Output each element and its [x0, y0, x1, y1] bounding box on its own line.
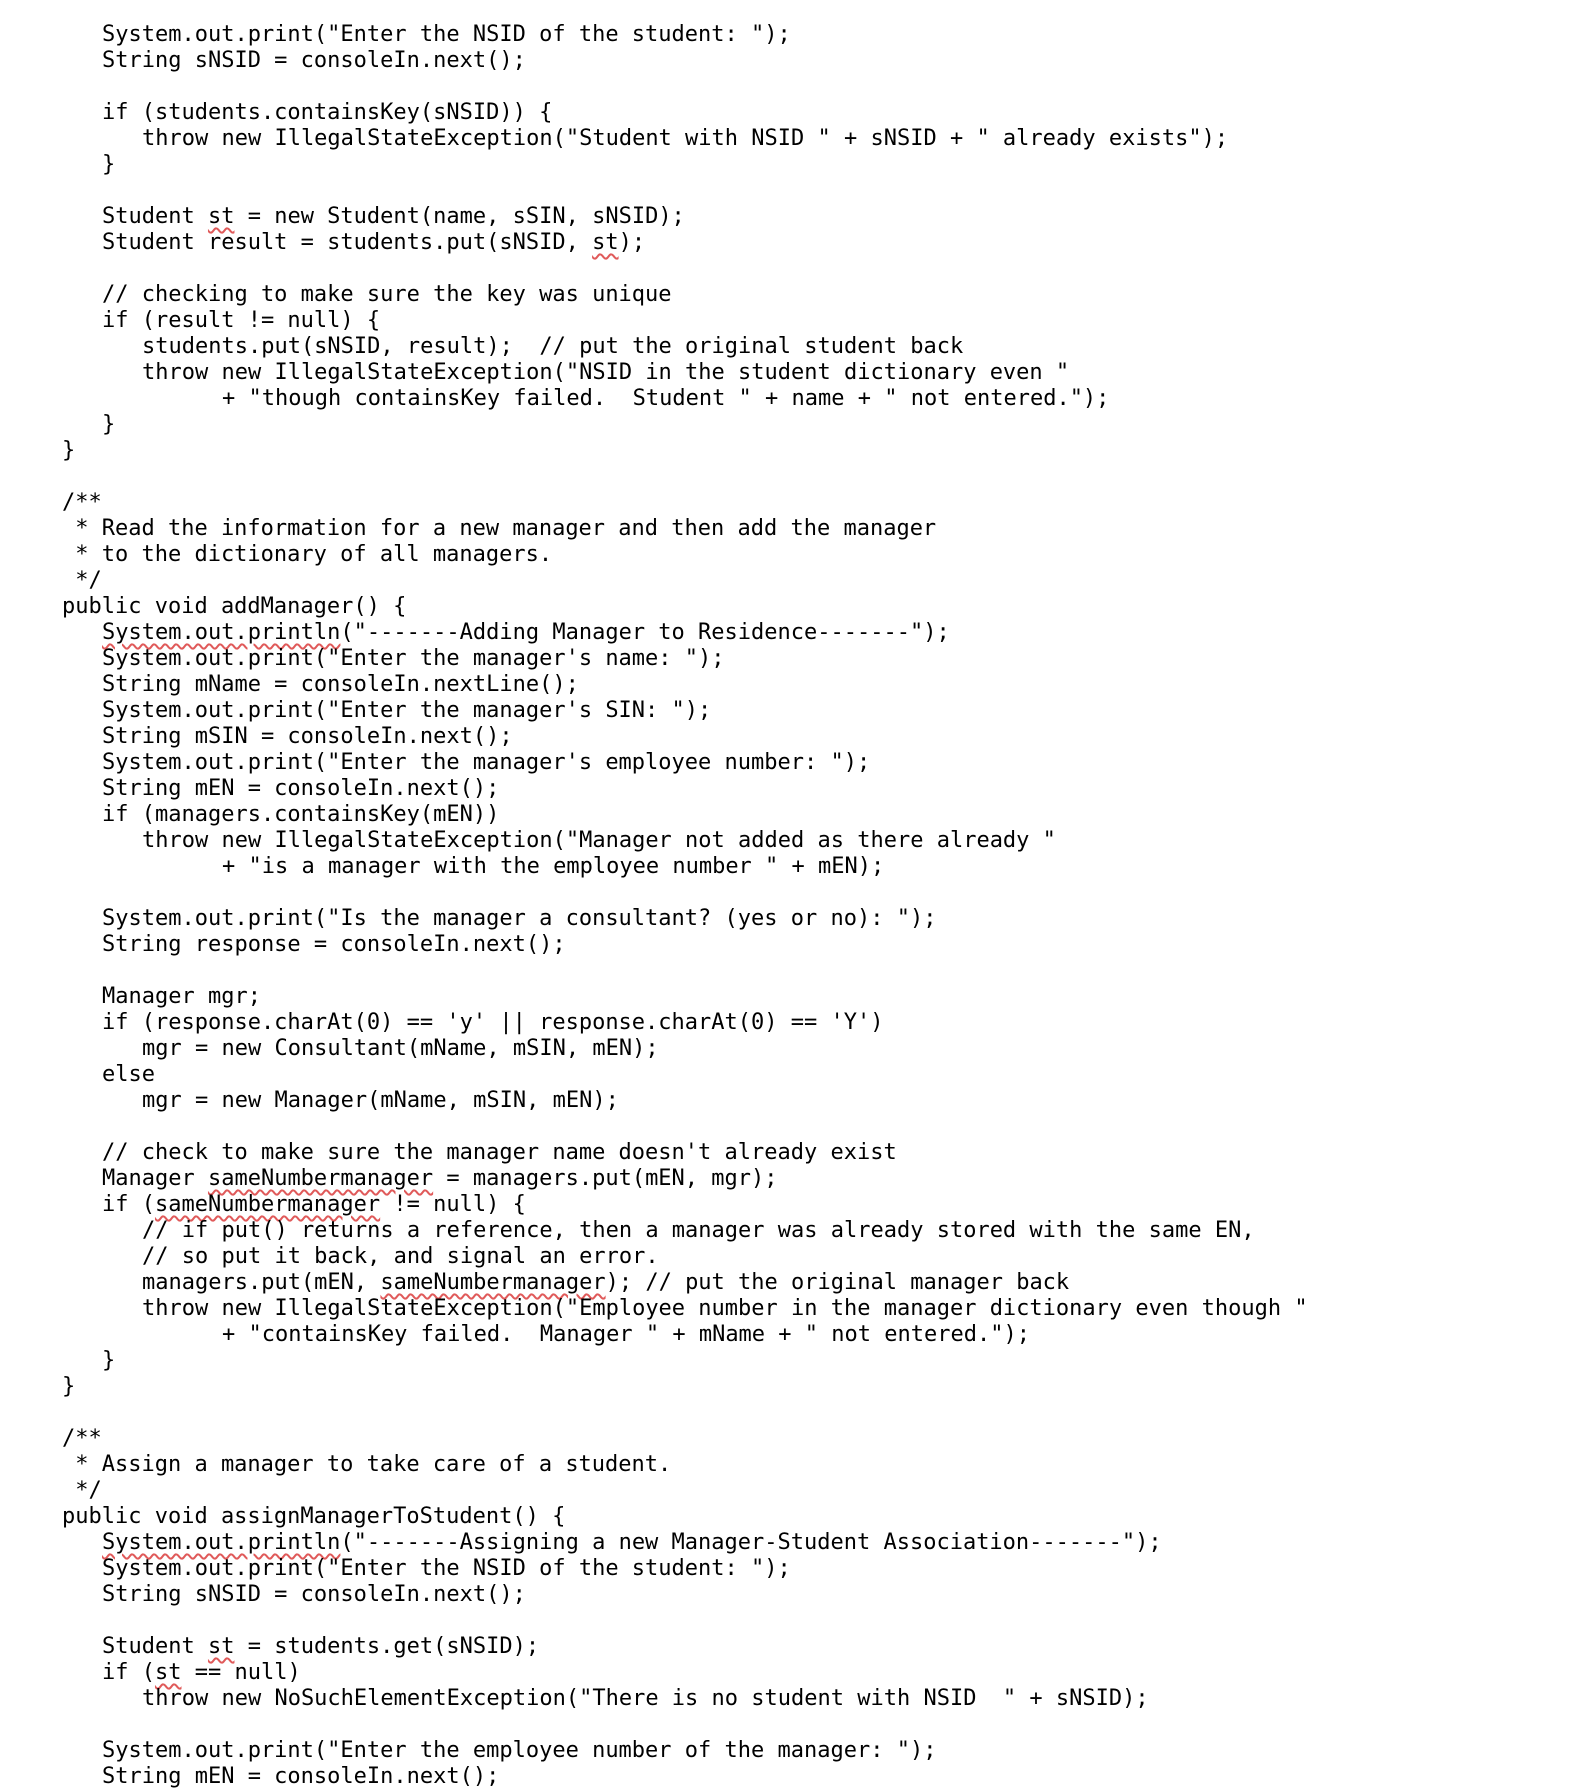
- code-line: [0, 1296, 1308, 1322]
- spelling-warning: st: [207, 204, 235, 229]
- code-line: [0, 1244, 1308, 1270]
- spelling-warning: sameNumbermanager: [380, 1270, 606, 1295]
- code-token: String sNSID = consoleIn.next();: [102, 48, 526, 73]
- spelling-warning: System.out.println: [102, 1530, 341, 1555]
- code-line: [0, 126, 1308, 152]
- spelling-warning: st: [154, 1660, 182, 1685]
- code-line: [0, 1062, 1308, 1088]
- code-line: [0, 620, 1308, 646]
- code-line: [0, 698, 1308, 724]
- code-token: }: [102, 1348, 116, 1373]
- code-line: [0, 1192, 1308, 1218]
- code-line: [0, 1634, 1308, 1660]
- code-token: + "is a manager with the employee number " + mEN);: [222, 854, 885, 879]
- code-line: [0, 1738, 1308, 1764]
- code-line: [0, 958, 1308, 984]
- code-line: [0, 1660, 1308, 1686]
- code-token: ("-------Assigning a new Manager-Student Association-------");: [340, 1530, 1162, 1555]
- code-line: [0, 880, 1308, 906]
- code-line: [0, 1712, 1308, 1738]
- code-line: [0, 1530, 1308, 1556]
- code-line: [0, 646, 1308, 672]
- code-line: [0, 412, 1308, 438]
- code-line: [0, 828, 1308, 854]
- code-line: [0, 334, 1308, 360]
- code-line: [0, 1218, 1308, 1244]
- code-line: [0, 152, 1308, 178]
- code-token: */: [62, 1478, 102, 1503]
- code-token: else: [102, 1062, 155, 1087]
- code-line: [0, 932, 1308, 958]
- code-line: [0, 1478, 1308, 1504]
- code-line: [0, 568, 1308, 594]
- code-token: public void assignManagerToStudent() {: [62, 1504, 566, 1529]
- spelling-warning: sameNumbermanager: [154, 1192, 381, 1217]
- code-token: System.out.print("Enter the employee number of the manager: ");: [102, 1738, 937, 1763]
- code-token: if (result != null) {: [102, 308, 381, 333]
- code-line: [0, 230, 1308, 256]
- code-token: }: [102, 412, 116, 437]
- code-line: [0, 854, 1308, 880]
- code-line: [0, 1582, 1308, 1608]
- code-token: ); // put the original manager back: [605, 1270, 1070, 1295]
- code-line: [0, 1686, 1308, 1712]
- spelling-warning: st: [207, 1634, 235, 1659]
- code-line: [0, 1010, 1308, 1036]
- spelling-warning: sameNumbermanager: [207, 1166, 434, 1191]
- code-line: [0, 724, 1308, 750]
- code-token: mgr = new Manager(mName, mSIN, mEN);: [142, 1088, 619, 1113]
- code-token: */: [62, 568, 102, 593]
- code-line: [0, 1088, 1308, 1114]
- code-token: * to the dictionary of all managers.: [62, 542, 553, 567]
- spelling-warning: st: [592, 230, 619, 255]
- code-token: throw new NoSuchElementException("There is no student with NSID " + sNSID);: [142, 1686, 1149, 1711]
- code-token: Student: [102, 1634, 208, 1659]
- code-line: [0, 1270, 1308, 1296]
- code-token: managers.put(mEN,: [142, 1270, 381, 1295]
- code-line: [0, 1348, 1308, 1374]
- code-line: [0, 48, 1308, 74]
- code-token: Manager mgr;: [102, 984, 261, 1009]
- code-line: [0, 204, 1308, 230]
- code-token: String mName = consoleIn.nextLine();: [102, 672, 579, 697]
- code-token: System.out.print("Is the manager a consultant? (yes or no): ");: [102, 906, 937, 931]
- code-token: if (students.containsKey(sNSID)) {: [102, 100, 553, 125]
- code-token: String mEN = consoleIn.next();: [102, 776, 500, 801]
- code-line: [0, 1764, 1308, 1790]
- code-token: Student: [102, 204, 208, 229]
- code-line: [0, 776, 1308, 802]
- code-token: students.put(sNSID, result); // put the original student back: [142, 334, 964, 359]
- code-token: if (: [102, 1660, 155, 1685]
- code-line: [0, 464, 1308, 490]
- code-token: }: [62, 438, 76, 463]
- code-line: [0, 100, 1308, 126]
- code-token: System.out.print("Enter the NSID of the student: ");: [102, 22, 791, 47]
- code-token: Student result = students.put(sNSID,: [102, 230, 593, 255]
- code-token: = managers.put(mEN, mgr);: [433, 1166, 778, 1191]
- code-line: [0, 1400, 1308, 1426]
- code-token: if (: [102, 1192, 155, 1217]
- code-line: [0, 542, 1308, 568]
- code-line: [0, 1556, 1308, 1582]
- code-line: [0, 360, 1308, 386]
- code-token: }: [62, 1374, 76, 1399]
- code-token: = students.get(sNSID);: [234, 1634, 540, 1659]
- code-token: != null) {: [380, 1192, 526, 1217]
- code-editor[interactable]: [0, 22, 1308, 1790]
- code-line: [0, 282, 1308, 308]
- code-token: throw new IllegalStateException("Manager not added as there already ": [142, 828, 1056, 853]
- code-line: [0, 1166, 1308, 1192]
- code-line: [0, 490, 1308, 516]
- code-token: );: [618, 230, 646, 255]
- code-token: // so put it back, and signal an error.: [142, 1244, 659, 1269]
- code-line: [0, 22, 1308, 48]
- code-token: + "containsKey failed. Manager " + mName + " not entered.");: [222, 1322, 1030, 1347]
- code-token: throw new IllegalStateException("NSID in the student dictionary even ": [142, 360, 1070, 385]
- code-line: [0, 672, 1308, 698]
- code-line: [0, 308, 1308, 334]
- code-line: [0, 984, 1308, 1010]
- code-token: System.out.print("Enter the manager's name: ");: [102, 646, 725, 671]
- code-token: = new Student(name, sSIN, sNSID);: [234, 204, 685, 229]
- code-token: if (managers.containsKey(mEN)): [102, 802, 500, 827]
- code-token: System.out.print("Enter the manager's SIN: ");: [102, 698, 712, 723]
- code-line: [0, 1504, 1308, 1530]
- code-token: * Assign a manager to take care of a student.: [62, 1452, 672, 1477]
- code-token: System.out.print("Enter the NSID of the student: ");: [102, 1556, 791, 1581]
- code-token: mgr = new Consultant(mName, mSIN, mEN);: [142, 1036, 659, 1061]
- code-line: [0, 1374, 1308, 1400]
- code-line: [0, 1322, 1308, 1348]
- code-token: // check to make sure the manager name doesn't already exist: [102, 1140, 897, 1165]
- code-line: [0, 802, 1308, 828]
- code-token: if (response.charAt(0) == 'y' || response.charAt(0) == 'Y'): [102, 1010, 884, 1035]
- code-line: [0, 1608, 1308, 1634]
- code-token: public void addManager() {: [62, 594, 407, 619]
- code-line: [0, 1036, 1308, 1062]
- code-token: /**: [62, 1426, 102, 1451]
- code-line: [0, 178, 1308, 204]
- spelling-warning: System.out.println: [102, 620, 341, 645]
- code-line: [0, 386, 1308, 412]
- code-token: ("-------Adding Manager to Residence-------");: [340, 620, 950, 645]
- code-line: [0, 1452, 1308, 1478]
- code-token: throw new IllegalStateException("Student with NSID " + sNSID + " already exists");: [142, 126, 1229, 151]
- code-line: [0, 256, 1308, 282]
- code-token: // if put() returns a reference, then a manager was already stored with the same EN,: [142, 1218, 1255, 1243]
- code-token: // checking to make sure the key was unique: [102, 282, 672, 307]
- code-token: Manager: [102, 1166, 208, 1191]
- code-token: + "though containsKey failed. Student " + name + " not entered.");: [222, 386, 1110, 411]
- code-line: [0, 1140, 1308, 1166]
- code-line: [0, 516, 1308, 542]
- code-line: [0, 906, 1308, 932]
- code-token: String mSIN = consoleIn.next();: [102, 724, 513, 749]
- code-line: [0, 74, 1308, 100]
- code-line: [0, 1426, 1308, 1452]
- code-token: /**: [62, 490, 102, 515]
- code-token: * Read the information for a new manager and then add the manager: [62, 516, 937, 541]
- code-line: [0, 750, 1308, 776]
- code-line: [0, 594, 1308, 620]
- code-token: }: [102, 152, 116, 177]
- code-token: System.out.print("Enter the manager's employee number: ");: [102, 750, 871, 775]
- code-token: String sNSID = consoleIn.next();: [102, 1582, 526, 1607]
- code-line: [0, 438, 1308, 464]
- code-line: [0, 1114, 1308, 1140]
- code-token: throw new IllegalStateException("Employee number in the manager dictionary even though ": [142, 1296, 1308, 1321]
- code-token: == null): [181, 1660, 301, 1685]
- code-token: String mEN = consoleIn.next();: [102, 1764, 500, 1789]
- code-token: String response = consoleIn.next();: [102, 932, 566, 957]
